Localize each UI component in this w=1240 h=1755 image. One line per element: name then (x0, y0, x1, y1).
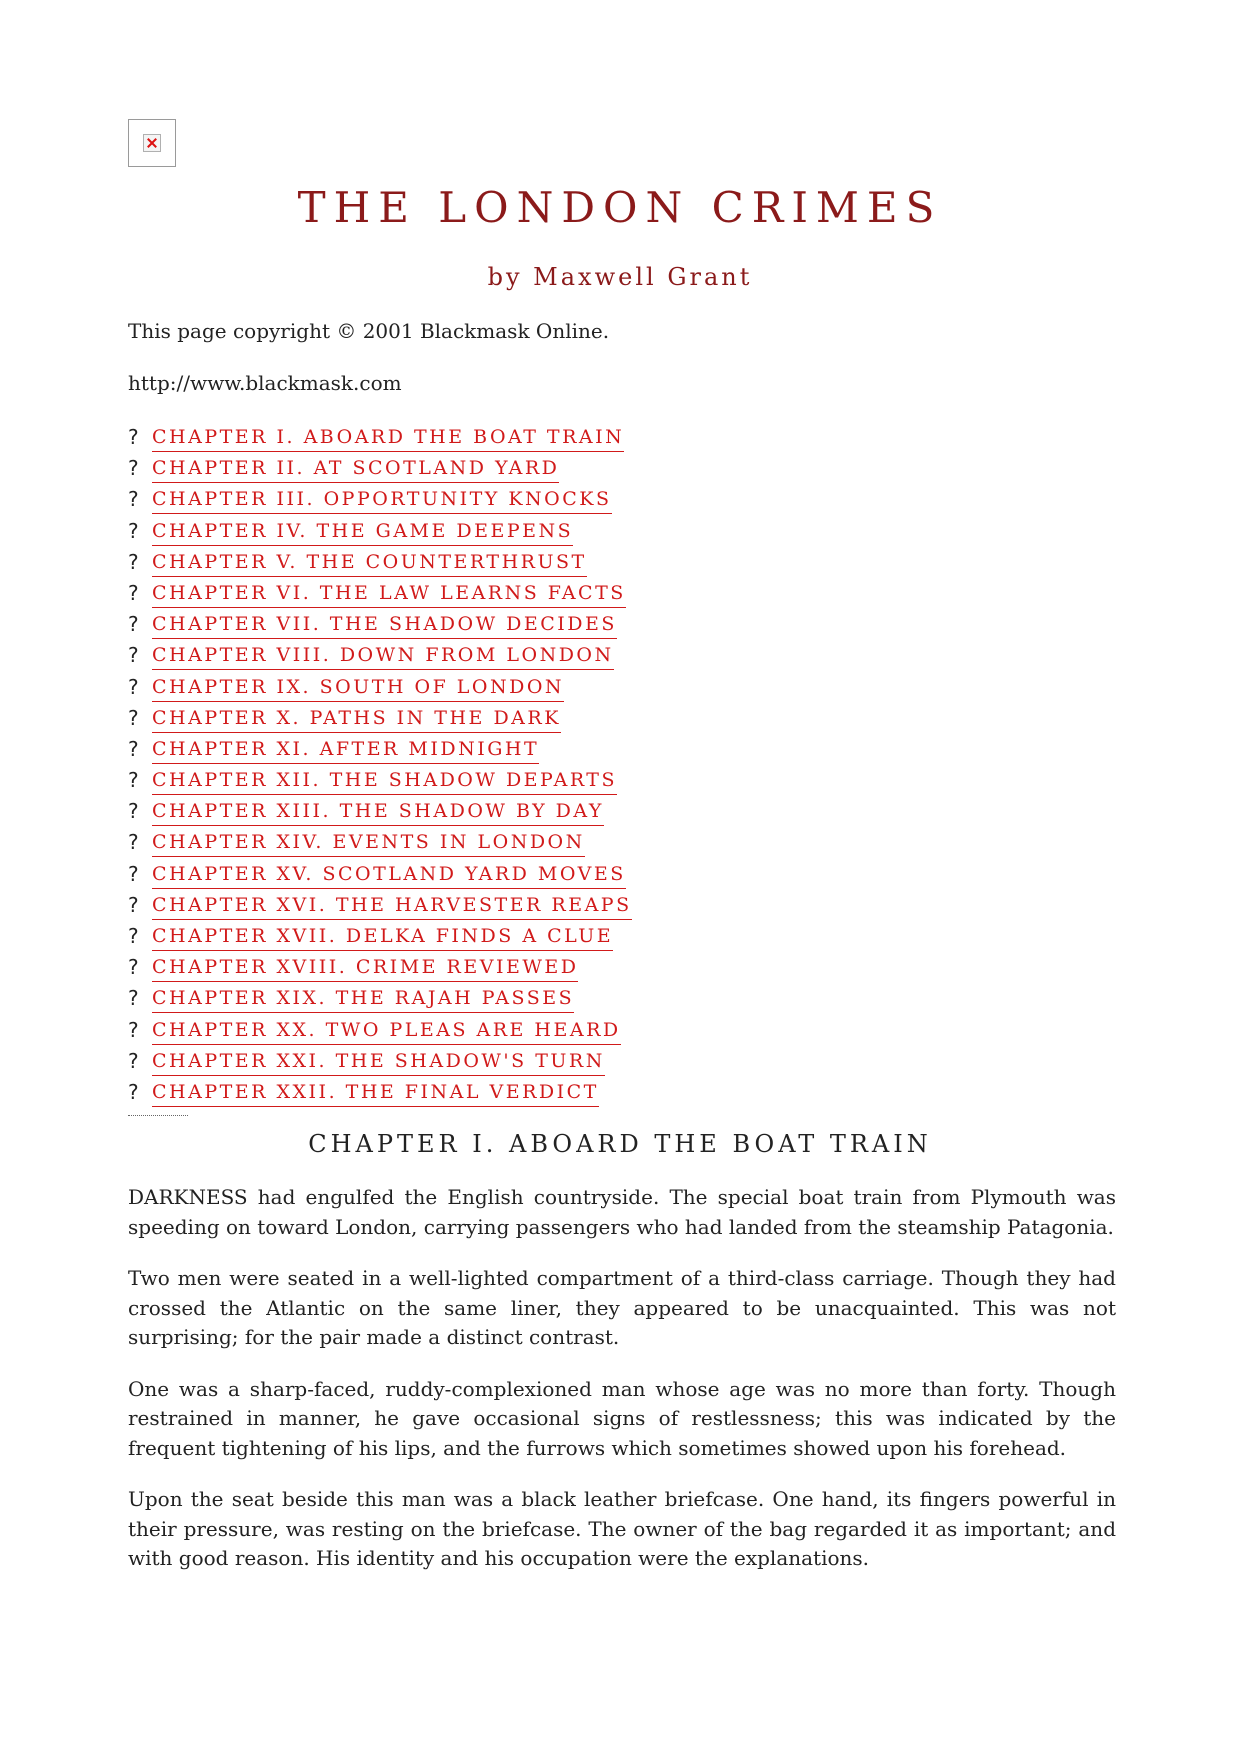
toc-item (128, 954, 632, 985)
toc-item (128, 518, 632, 549)
toc-item (128, 705, 632, 736)
toc-bullet: ? (128, 549, 139, 574)
toc-chapter-link[interactable]: CHAPTER XVIII. CRIME REVIEWED (152, 954, 578, 982)
toc-item (128, 642, 632, 673)
toc-chapter-link[interactable]: CHAPTER XXII. THE FINAL VERDICT (152, 1079, 599, 1107)
toc-bullet: ? (128, 861, 139, 886)
toc-chapter-link[interactable]: CHAPTER V. THE COUNTERTHRUST (152, 549, 587, 577)
toc-chapter-link[interactable]: CHAPTER XIV. EVENTS IN LONDON (152, 829, 585, 857)
toc-chapter-link[interactable]: CHAPTER VII. THE SHADOW DECIDES (152, 611, 617, 639)
toc-item (128, 892, 632, 923)
toc-item (128, 1048, 632, 1079)
toc-bullet: ? (128, 986, 139, 1011)
paragraph: Upon the seat beside this man was a black leather briefcase. One hand, its fingers powerful in their pressure, was resting on the briefcase. The owner of the bag regarded it as important; and with good reason. His identity and his occupation were the explanations. (128, 1487, 1116, 1570)
divider (128, 1115, 188, 1120)
paragraph: DARKNESS had engulfed the English countryside. The special boat train from Plymouth was speeding on toward London, carrying passengers who had landed from the steamship Patagonia. (128, 1185, 1116, 1239)
toc-chapter-link[interactable]: CHAPTER XII. THE SHADOW DEPARTS (152, 767, 617, 795)
toc-bullet: ? (128, 924, 139, 948)
book-byline: by Maxwell Grant (487, 263, 753, 291)
toc-chapter-link[interactable]: CHAPTER XIX. THE RAJAH PASSES (152, 985, 574, 1013)
toc-chapter-link[interactable]: CHAPTER VI. THE LAW LEARNS FACTS (152, 580, 626, 608)
toc-bullet: ? (128, 425, 139, 449)
paragraph: Two men were seated in a well-lighted compartment of a third-class carriage. Though they had crossed the Atlantic on the same liner, they appeared to be unacquainted. This was not surprising; for the pair made a distinct contrast. (128, 1266, 1116, 1349)
toc-bullet: ? (128, 580, 139, 605)
toc-item (128, 829, 632, 860)
toc-bullet: ? (128, 1017, 139, 1042)
toc-chapter-link[interactable]: CHAPTER XV. SCOTLAND YARD MOVES (152, 861, 626, 889)
toc-bullet: ? (128, 892, 139, 917)
toc-chapter-link[interactable]: CHAPTER I. ABOARD THE BOAT TRAIN (152, 424, 624, 452)
toc-chapter-link[interactable]: CHAPTER X. PATHS IN THE DARK (152, 705, 561, 733)
toc-item (128, 611, 632, 642)
toc-item (128, 985, 632, 1016)
toc-item (128, 1079, 632, 1110)
copyright-notice: This page copyright © 2001 Blackmask Online. (128, 319, 610, 343)
toc-item (128, 455, 632, 486)
toc-item (128, 674, 632, 705)
chapter-heading: CHAPTER I. ABOARD THE BOAT TRAIN (308, 1130, 932, 1158)
toc-chapter-link[interactable]: CHAPTER VIII. DOWN FROM LONDON (152, 642, 614, 670)
toc-chapter-link[interactable]: CHAPTER XVII. DELKA FINDS A CLUE (152, 923, 613, 951)
red-x-icon (143, 134, 161, 152)
table-of-contents (128, 424, 632, 1110)
toc-bullet: ? (128, 643, 139, 668)
toc-chapter-link[interactable]: CHAPTER XI. AFTER MIDNIGHT (152, 736, 539, 764)
toc-chapter-link[interactable]: CHAPTER III. OPPORTUNITY KNOCKS (152, 486, 612, 514)
toc-chapter-link[interactable]: CHAPTER IX. SOUTH OF LONDON (152, 674, 564, 702)
toc-item (128, 736, 632, 767)
toc-bullet: ? (128, 1048, 139, 1073)
toc-bullet: ? (128, 1079, 139, 1104)
toc-bullet: ? (128, 674, 139, 699)
toc-bullet: ? (128, 830, 139, 855)
toc-bullet: ? (128, 799, 139, 824)
toc-item (128, 923, 632, 954)
toc-item (128, 798, 632, 829)
toc-bullet: ? (128, 456, 139, 481)
paragraph: One was a sharp-faced, ruddy-complexioned man whose age was no more than forty. Though restrained in manner, he gave occasional signs of restlessness; this was indicated by the frequent tightening of his lips, and the furrows which sometimes showed upon his forehead. (128, 1376, 1116, 1460)
toc-bullet: ? (128, 518, 139, 543)
toc-bullet: ? (128, 612, 139, 637)
toc-bullet: ? (128, 768, 139, 793)
toc-bullet: ? (128, 736, 139, 761)
broken-image-icon (128, 119, 176, 167)
toc-chapter-link[interactable]: CHAPTER XXI. THE SHADOW'S TURN (152, 1048, 605, 1076)
toc-bullet: ? (128, 705, 139, 730)
chapter-body (128, 1183, 1116, 1596)
toc-chapter-link[interactable]: CHAPTER XX. TWO PLEAS ARE HEARD (152, 1017, 621, 1045)
toc-chapter-link[interactable]: CHAPTER XVI. THE HARVESTER REAPS (152, 892, 632, 920)
toc-chapter-link[interactable]: CHAPTER II. AT SCOTLAND YARD (152, 455, 559, 483)
toc-chapter-link[interactable]: CHAPTER IV. THE GAME DEEPENS (152, 518, 573, 546)
toc-item (128, 580, 632, 611)
toc-chapter-link[interactable]: CHAPTER XIII. THE SHADOW BY DAY (152, 798, 604, 826)
site-url: http://www.blackmask.com (128, 371, 402, 395)
toc-item (128, 486, 632, 517)
toc-item (128, 424, 632, 455)
toc-item (128, 767, 632, 798)
toc-item (128, 1017, 632, 1048)
toc-bullet: ? (128, 955, 139, 980)
toc-item (128, 861, 632, 892)
toc-bullet: ? (128, 487, 139, 512)
book-title: THE LONDON CRIMES (297, 183, 943, 232)
toc-item (128, 549, 632, 580)
